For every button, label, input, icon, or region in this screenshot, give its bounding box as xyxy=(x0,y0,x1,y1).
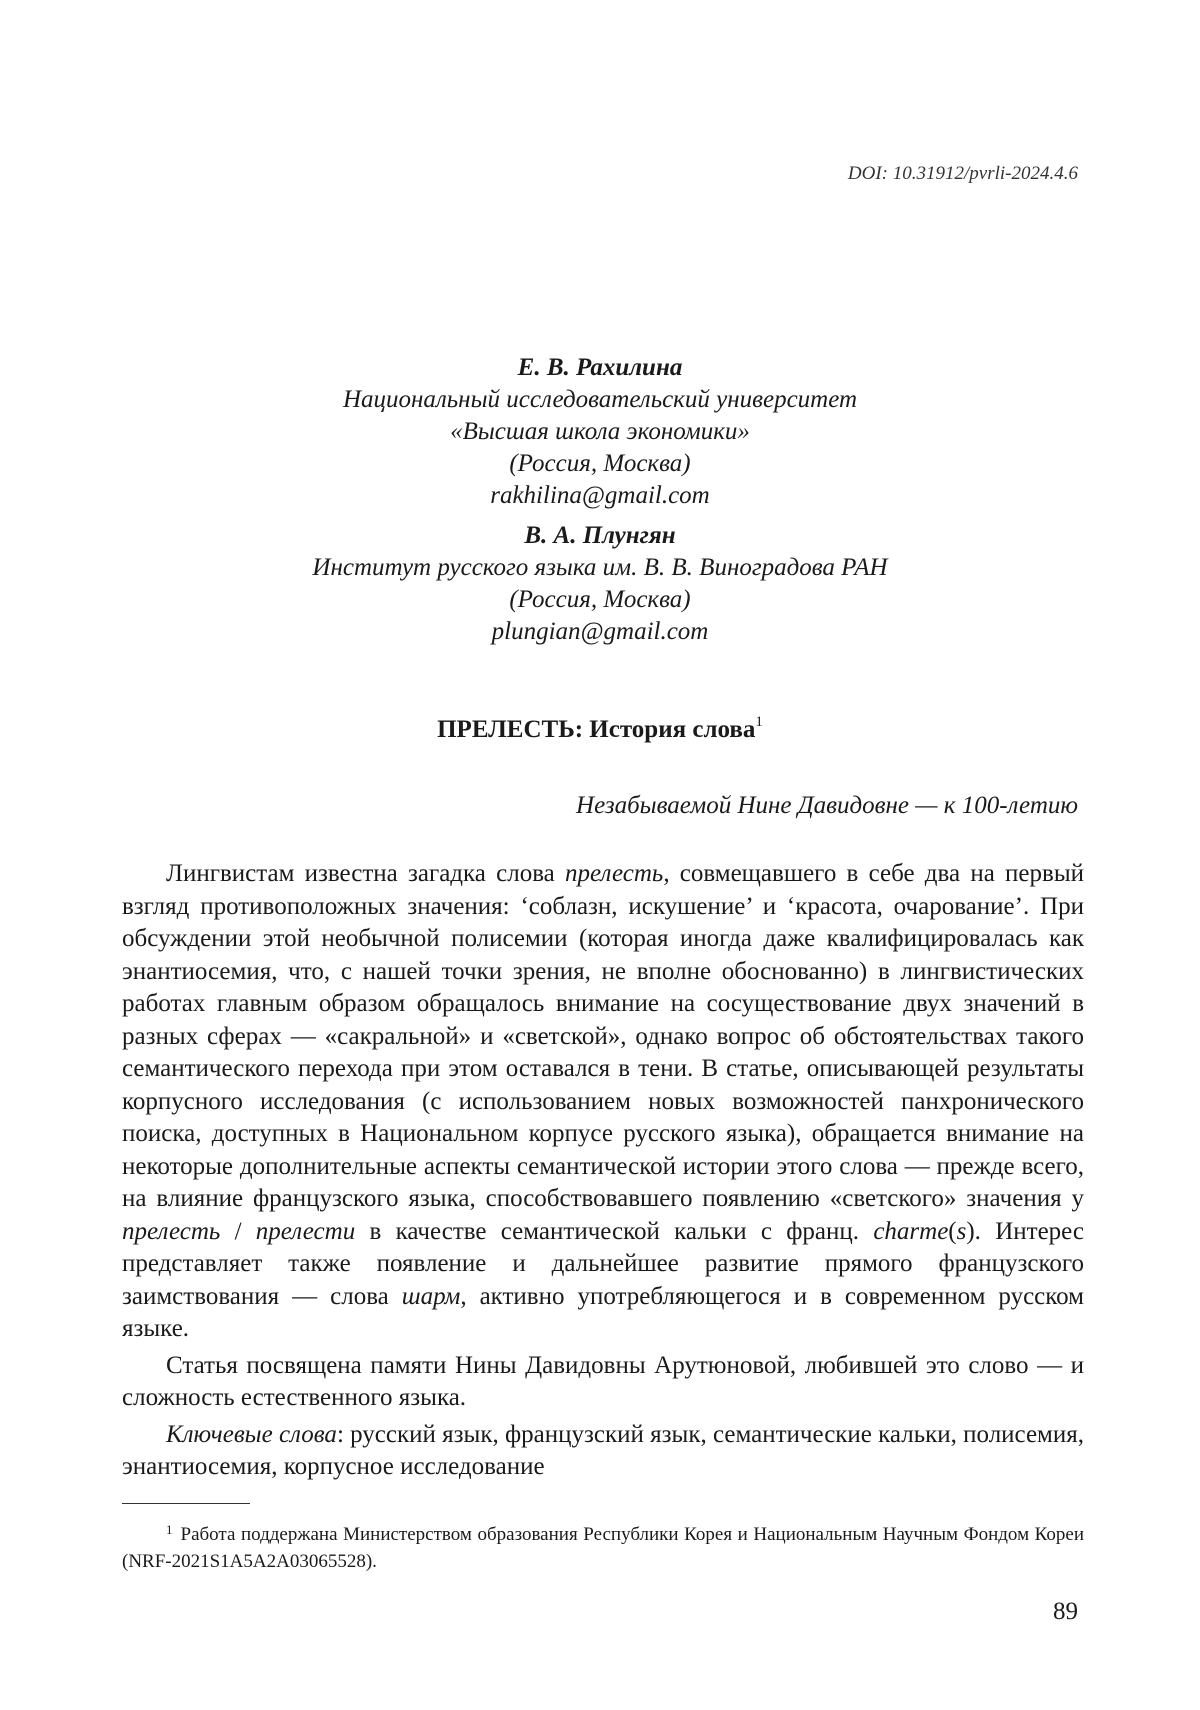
abstract xyxy=(122,858,1084,1484)
title-rest: : История слова xyxy=(574,716,756,743)
keywords-label: Ключевые слова xyxy=(166,1420,337,1448)
author-affiliation: (Россия, Москва) xyxy=(509,586,691,613)
footnote-divider xyxy=(122,1503,250,1504)
page-number: 89 xyxy=(1053,1598,1078,1625)
footnote-mark: 1 xyxy=(166,1522,173,1537)
keywords xyxy=(122,1419,1084,1484)
term: s xyxy=(956,1217,967,1245)
author-affiliation: «Высшая школа экономики» xyxy=(450,418,750,445)
term: прелесть xyxy=(122,1217,221,1245)
term: прелесть xyxy=(565,860,664,887)
article-title xyxy=(0,714,1200,744)
authors-block xyxy=(0,352,1200,648)
author-email: plungian@gmail.com xyxy=(491,618,709,645)
author-affiliation: (Россия, Москва) xyxy=(509,450,691,477)
term: прелести xyxy=(255,1217,356,1245)
title-footnote-mark[interactable]: 1 xyxy=(755,714,763,730)
author-name: В. А. Плунгян xyxy=(524,522,676,549)
author-affiliation: Национальный исследовательский университет xyxy=(342,386,858,413)
abstract-paragraph: Лингвистам известна загадка слова прелесть, совмещавшего в себе два на первый взгляд противоположных значения: ‘соблазн, искушение’ и ‘красота, очарование’. При обсуждении этой необычной полисемии (которая иногда даже квалифицировалась как энантиосемия, что, с нашей точки зрения, не вполне обоснованно) в лингвистических работах главным образом обращалось внимание на сосуществование двух значений в разных сферах — «сакральной» и «светской», однако вопрос об обстоятельствах такого семантического перехода при этом оставался в тени. В статье, описывающей результаты корпусного исследования (с использованием новых возможностей панхронического поиска, доступных в Национальном корпусе русского языка), обращается внимание на некоторые дополнительные аспекты семантической истории этого слова — прежде всего, на влияние французского языка, способствовавшего появлению «светского» значения у прелесть / прелести в качестве семантической кальки с франц. charme(s). Интерес представляет также появление и дальнейшее развитие прямого французского заимствования — слова шарм, активно употребляющегося и в современном русском языке. xyxy=(122,860,1084,1342)
abstract-paragraph: Статья посвящена памяти Нины Давидовны Арутюновой, любившей это слово — и сложность естественного языка. xyxy=(122,1351,1084,1411)
term: charme xyxy=(873,1217,949,1245)
author-email: rakhilina@gmail.com xyxy=(490,482,710,509)
keywords-text: : русский язык, французский язык, семантические кальки, полисемия, энантиосемия, корпусное исследование xyxy=(122,1420,1084,1480)
term: шарм xyxy=(401,1282,461,1310)
dedication: Незабываемой Нине Давидовне — к 100-летию xyxy=(576,792,1078,819)
doi: DOI: 10.31912/pvrli-2024.4.6 xyxy=(847,163,1078,184)
footnote xyxy=(122,1516,1084,1575)
title-caps: ПРЕЛЕСТЬ xyxy=(437,716,575,743)
footnote-text: Работа поддержана Министерством образования Республики Корея и Национальным Научным Фондом Кореи (NRF-2021S1A5A2A03065528). xyxy=(122,1524,1084,1572)
author-affiliation: Институт русского языка им. В. В. Виноградова РАН xyxy=(312,554,888,581)
author-name: Е. В. Рахилина xyxy=(517,354,683,381)
